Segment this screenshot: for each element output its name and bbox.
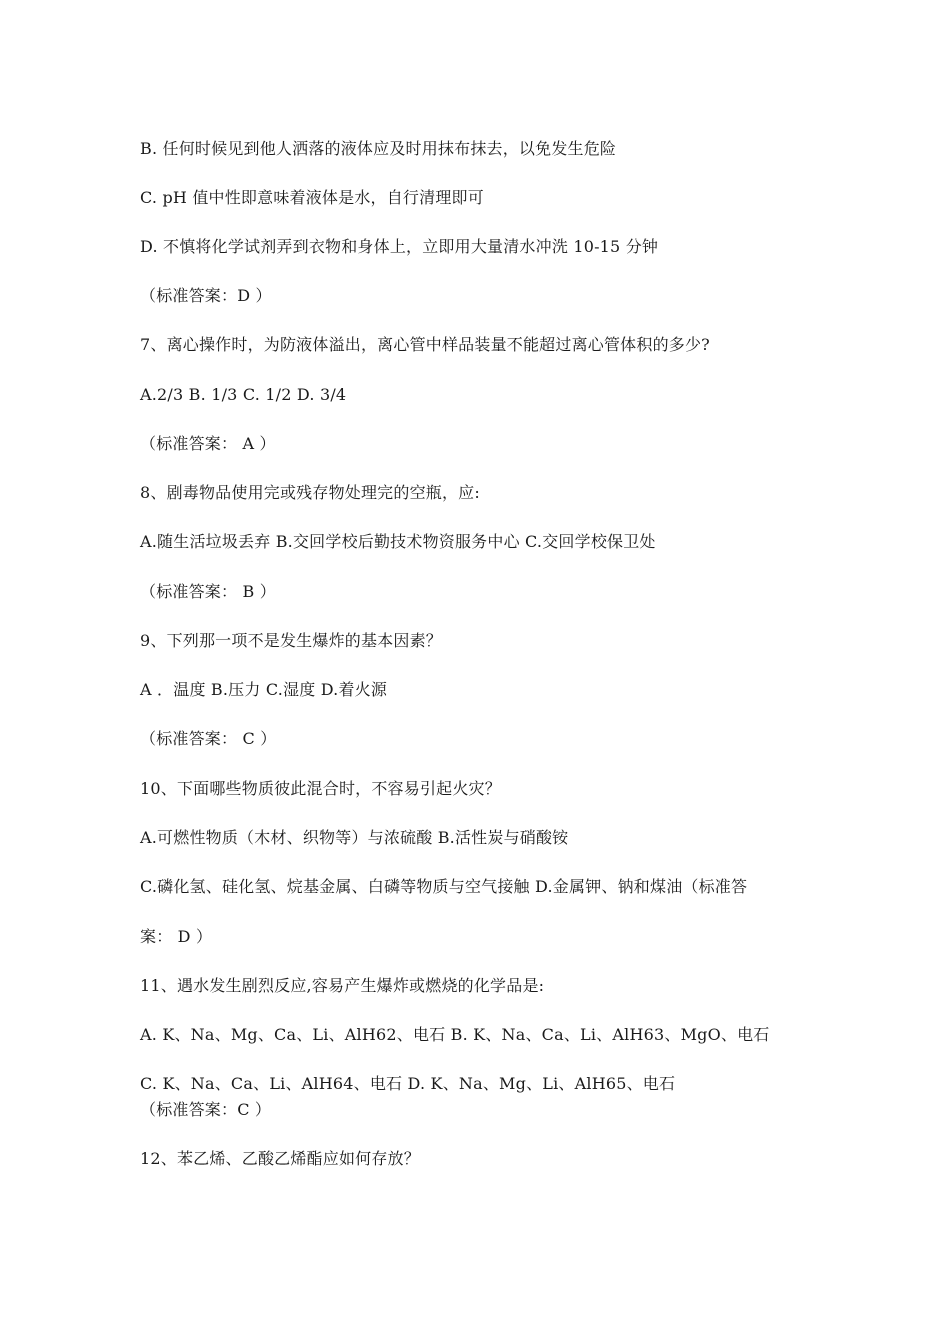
question-9: 9、下列那一项不是发生爆炸的基本因素？ xyxy=(140,631,442,650)
options-11-line-1: A. K、Na、Mg、Ca、Li、AlH62、电石 B. K、Na、Ca、Li、AlH63、MgO、电石 xyxy=(140,1025,770,1044)
options-9: A ．温度 B.压力 C.湿度 D.着火源 xyxy=(140,680,388,699)
options-7: A.2/3 B. 1/3 C. 1/2 D. 3/4 xyxy=(140,385,347,404)
question-11: 11、遇水发生剧烈反应,容易产生爆炸或燃烧的化学品是: xyxy=(140,976,545,995)
question-8: 8、剧毒物品使用完或残存物处理完的空瓶，应: xyxy=(140,483,480,502)
answer-8: （标准答案： B ） xyxy=(140,582,276,601)
question-12: 12、苯乙烯、乙酸乙烯酯应如何存放？ xyxy=(140,1149,420,1168)
options-10-line-1: A.可燃性物质（木材、织物等）与浓硫酸 B.活性炭与硝酸铵 xyxy=(140,828,569,847)
question-10: 10、下面哪些物质彼此混合时，不容易引起火灾？ xyxy=(140,779,501,798)
answer-7: （标准答案： A ） xyxy=(140,434,276,453)
answer-6: （标准答案：D ） xyxy=(140,286,272,305)
answer-9: （标准答案： C ） xyxy=(140,729,277,748)
option-b-line: B. 任何时候见到他人洒落的液体应及时用抹布抹去，以免发生危险 xyxy=(140,139,617,158)
option-d-line: D. 不慎将化学试剂弄到衣物和身体上，立即用大量清水冲洗 10-15 分钟 xyxy=(140,237,659,256)
answer-11: （标准答案：C ） xyxy=(140,1100,272,1119)
options-11-line-2: C. K、Na、Ca、Li、AlH64、电石 D. K、Na、Mg、Li、AlH65、电石 xyxy=(140,1074,676,1093)
answer-10: 案： D ） xyxy=(140,927,213,946)
options-8: A.随生活垃圾丢弃 B.交回学校后勤技术物资服务中心 C.交回学校保卫处 xyxy=(140,532,656,551)
question-7: 7、离心操作时，为防液体溢出，离心管中样品装量不能超过离心管体积的多少? xyxy=(140,335,710,354)
options-10-line-2: C.磷化氢、硅化氢、烷基金属、白磷等物质与空气接触 D.金属钾、钠和煤油（标准答 xyxy=(140,877,748,896)
option-c-line: C. pH 值中性即意味着液体是水，自行清理即可 xyxy=(140,188,484,207)
